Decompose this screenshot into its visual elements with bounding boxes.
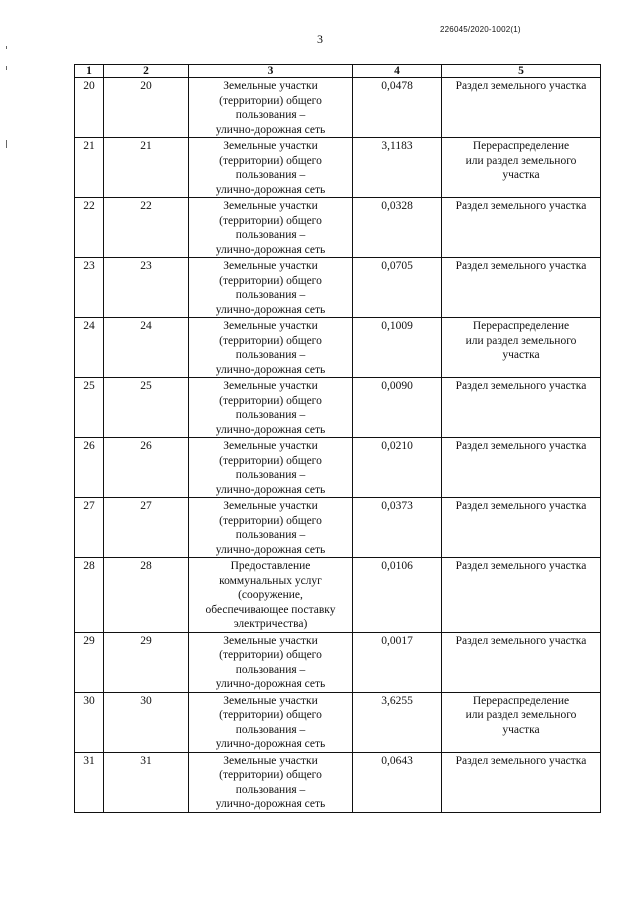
permitted-use-line: Земельные участки — [223, 500, 318, 512]
formation-method-line: Раздел земельного участка — [455, 634, 587, 647]
permitted-use-cell — [189, 438, 353, 498]
area-value: 0,0373 — [353, 498, 442, 558]
formation-method-cell — [442, 498, 601, 558]
plot-number: 22 — [104, 198, 189, 258]
permitted-use-cell — [189, 752, 353, 812]
table-row — [75, 78, 601, 138]
permitted-use-line: улично-дорожная сеть — [215, 183, 326, 196]
area-value: 0,1009 — [353, 318, 442, 378]
permitted-use-line: улично-дорожная сеть — [215, 123, 326, 136]
area-value: 0,0643 — [353, 752, 442, 812]
permitted-use-line: пользования – — [235, 289, 306, 301]
row-number: 25 — [75, 378, 104, 438]
row-number: 31 — [75, 752, 104, 812]
permitted-use-line: (территории) общего — [219, 154, 322, 167]
formation-method-line: участка — [502, 349, 540, 361]
permitted-use-line: Земельные участки — [223, 440, 318, 452]
land-plots-table — [74, 64, 601, 813]
permitted-use-line: пользования – — [235, 409, 306, 421]
permitted-use-line: (территории) общего — [219, 514, 322, 527]
plot-number: 26 — [104, 438, 189, 498]
plot-number: 23 — [104, 258, 189, 318]
document-id: 226045/2020-1002(1) — [440, 25, 521, 34]
formation-method-cell — [442, 632, 601, 692]
area-value: 0,0328 — [353, 198, 442, 258]
area-value: 0,0017 — [353, 632, 442, 692]
area-value: 3,1183 — [353, 138, 442, 198]
permitted-use-line: Земельные участки — [223, 320, 318, 332]
plot-number: 29 — [104, 632, 189, 692]
formation-method-line: или раздел земельного — [465, 154, 577, 167]
permitted-use-line: пользования – — [235, 349, 306, 361]
plot-number: 30 — [104, 692, 189, 752]
permitted-use-cell — [189, 632, 353, 692]
permitted-use-line: пользования – — [235, 109, 306, 121]
plot-number: 28 — [104, 558, 189, 633]
formation-method-line: Раздел земельного участка — [455, 754, 587, 767]
formation-method-line: Раздел земельного участка — [455, 560, 587, 572]
row-number: 27 — [75, 498, 104, 558]
permitted-use-cell — [189, 138, 353, 198]
permitted-use-line: (сооружение, — [238, 589, 303, 601]
permitted-use-cell — [189, 558, 353, 633]
permitted-use-cell — [189, 318, 353, 378]
permitted-use-line: Предоставление — [230, 560, 311, 572]
permitted-use-line: улично-дорожная сеть — [215, 738, 326, 750]
column-header-5: 5 — [442, 65, 601, 78]
scan-margin-mark — [6, 140, 7, 148]
permitted-use-line: коммунальных услуг — [219, 574, 322, 587]
row-number: 23 — [75, 258, 104, 318]
area-value: 0,0478 — [353, 78, 442, 138]
table-row — [75, 498, 601, 558]
permitted-use-cell — [189, 78, 353, 138]
formation-method-cell — [442, 318, 601, 378]
scan-margin-mark — [6, 66, 7, 70]
column-header-3: 3 — [189, 65, 353, 78]
area-value: 0,0106 — [353, 558, 442, 633]
table-row — [75, 438, 601, 498]
area-value: 0,0210 — [353, 438, 442, 498]
permitted-use-line: Земельные участки — [223, 380, 318, 392]
row-number: 28 — [75, 558, 104, 633]
formation-method-line: Раздел земельного участка — [455, 380, 587, 392]
table-row — [75, 198, 601, 258]
permitted-use-line: улично-дорожная сеть — [215, 798, 326, 810]
row-number: 26 — [75, 438, 104, 498]
permitted-use-line: (территории) общего — [219, 94, 322, 107]
table-header-row — [75, 65, 601, 78]
row-number: 24 — [75, 318, 104, 378]
table-row — [75, 258, 601, 318]
row-number: 29 — [75, 632, 104, 692]
formation-method-cell — [442, 138, 601, 198]
plot-number: 20 — [104, 78, 189, 138]
plot-number: 24 — [104, 318, 189, 378]
row-number: 30 — [75, 692, 104, 752]
permitted-use-line: улично-дорожная сеть — [215, 423, 326, 436]
permitted-use-cell — [189, 692, 353, 752]
permitted-use-line: Земельные участки — [223, 80, 318, 92]
permitted-use-cell — [189, 258, 353, 318]
table-row — [75, 752, 601, 812]
area-value: 3,6255 — [353, 692, 442, 752]
permitted-use-line: (территории) общего — [219, 274, 322, 287]
permitted-use-line: пользования – — [235, 469, 306, 481]
permitted-use-line: пользования – — [235, 169, 306, 181]
formation-method-line: Перераспределение — [472, 140, 570, 152]
permitted-use-line: (территории) общего — [219, 769, 322, 781]
permitted-use-line: Земельные участки — [223, 694, 318, 707]
permitted-use-line: электричества) — [233, 618, 308, 630]
permitted-use-line: пользования – — [235, 723, 306, 736]
plot-number: 27 — [104, 498, 189, 558]
table-row — [75, 378, 601, 438]
table-row — [75, 318, 601, 378]
formation-method-line: Раздел земельного участка — [455, 500, 587, 512]
table-row — [75, 692, 601, 752]
row-number: 22 — [75, 198, 104, 258]
area-value: 0,0090 — [353, 378, 442, 438]
permitted-use-line: пользования – — [235, 783, 306, 796]
plot-number: 25 — [104, 378, 189, 438]
formation-method-line: Раздел земельного участка — [455, 200, 587, 212]
permitted-use-line: пользования – — [235, 663, 306, 676]
formation-method-line: Раздел земельного участка — [455, 440, 587, 452]
permitted-use-line: (территории) общего — [219, 454, 322, 467]
plot-number: 21 — [104, 138, 189, 198]
formation-method-line: участка — [502, 169, 540, 181]
permitted-use-line: (территории) общего — [219, 394, 322, 407]
permitted-use-line: улично-дорожная сеть — [215, 243, 326, 256]
permitted-use-line: улично-дорожная сеть — [215, 483, 326, 496]
row-number: 21 — [75, 138, 104, 198]
permitted-use-line: (территории) общего — [219, 649, 322, 661]
permitted-use-line: обеспечивающее поставку — [205, 603, 336, 616]
permitted-use-cell — [189, 198, 353, 258]
permitted-use-line: пользования – — [235, 529, 306, 541]
permitted-use-cell — [189, 378, 353, 438]
permitted-use-line: (территории) общего — [219, 334, 322, 347]
table-row — [75, 632, 601, 692]
page-number: 3 — [317, 32, 323, 46]
table-body — [75, 78, 601, 813]
permitted-use-line: Земельные участки — [223, 140, 318, 152]
area-value: 0,0705 — [353, 258, 442, 318]
formation-method-line: или раздел земельного — [465, 334, 577, 347]
permitted-use-line: улично-дорожная сеть — [215, 363, 326, 376]
scan-margin-mark — [6, 46, 7, 49]
permitted-use-line: улично-дорожная сеть — [215, 543, 326, 556]
column-header-4: 4 — [353, 65, 442, 78]
formation-method-line: Перераспределение — [472, 320, 570, 332]
permitted-use-line: (территории) общего — [219, 214, 322, 227]
formation-method-line: или раздел земельного — [465, 709, 577, 721]
permitted-use-line: пользования – — [235, 229, 306, 241]
formation-method-cell — [442, 258, 601, 318]
formation-method-cell — [442, 78, 601, 138]
permitted-use-line: (территории) общего — [219, 709, 322, 721]
permitted-use-line: Земельные участки — [223, 200, 318, 212]
formation-method-cell — [442, 198, 601, 258]
formation-method-line: Раздел земельного участка — [455, 260, 587, 272]
row-number: 20 — [75, 78, 104, 138]
formation-method-line: Раздел земельного участка — [455, 80, 587, 92]
column-header-1: 1 — [75, 65, 104, 78]
permitted-use-line: Земельные участки — [223, 260, 318, 272]
permitted-use-line: Земельные участки — [223, 754, 318, 767]
column-header-2: 2 — [104, 65, 189, 78]
formation-method-cell — [442, 438, 601, 498]
permitted-use-line: улично-дорожная сеть — [215, 678, 326, 690]
permitted-use-line: улично-дорожная сеть — [215, 303, 326, 316]
formation-method-cell — [442, 692, 601, 752]
formation-method-line: Перераспределение — [472, 694, 570, 707]
table-row — [75, 558, 601, 633]
formation-method-cell — [442, 752, 601, 812]
formation-method-line: участка — [502, 723, 540, 736]
permitted-use-cell — [189, 498, 353, 558]
formation-method-cell — [442, 378, 601, 438]
formation-method-cell — [442, 558, 601, 633]
plot-number: 31 — [104, 752, 189, 812]
permitted-use-line: Земельные участки — [223, 634, 318, 647]
table-row — [75, 138, 601, 198]
